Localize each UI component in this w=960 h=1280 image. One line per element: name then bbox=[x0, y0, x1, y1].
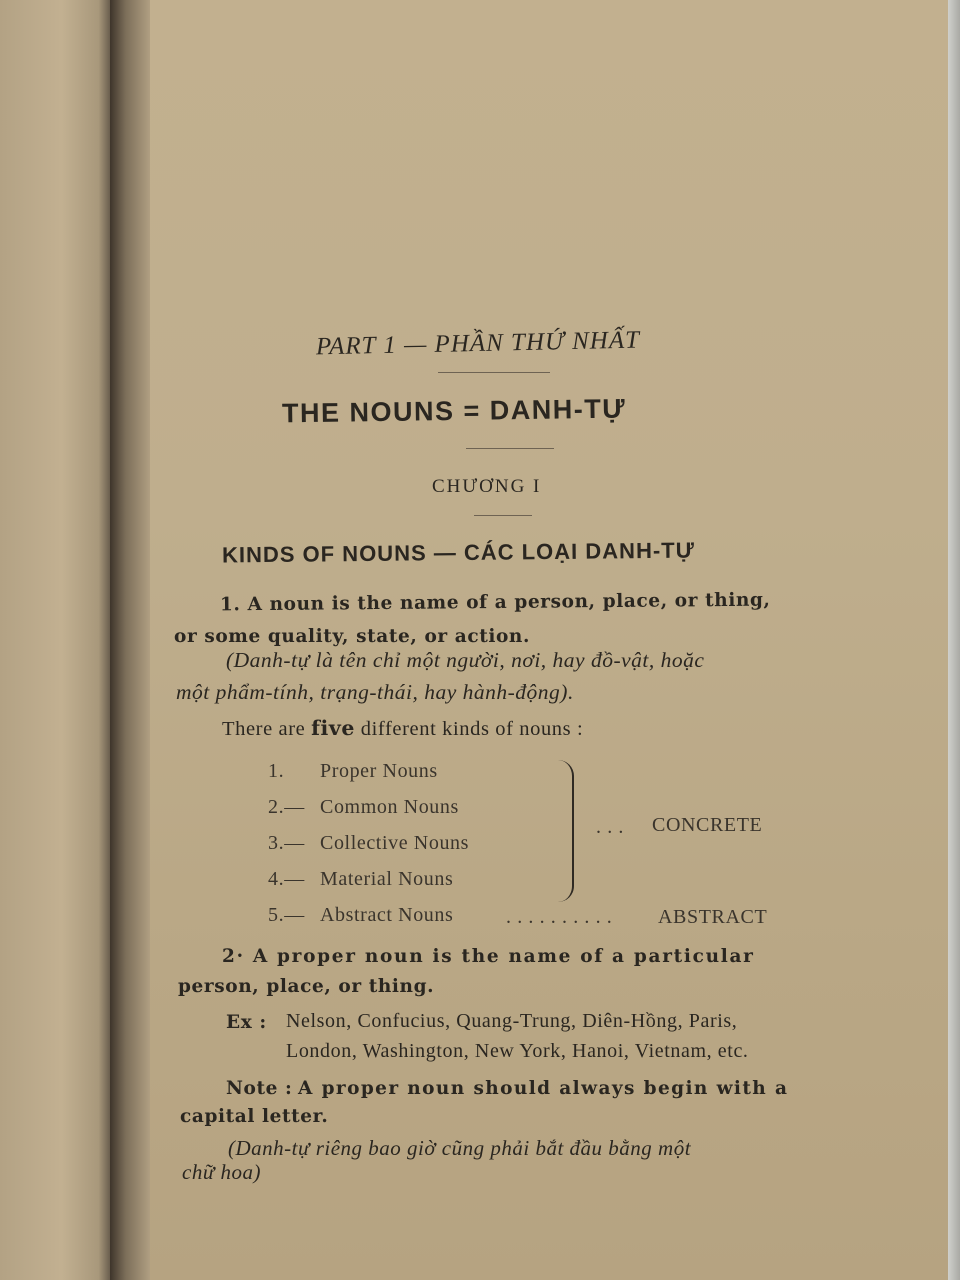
note-vietnamese-line-2: chữ hoa) bbox=[182, 1160, 262, 1184]
abstract-label: ABSTRACT bbox=[658, 906, 768, 928]
paragraph-1-vietnamese-line-2: một phẩm-tính, trạng-thái, hay hành-động). bbox=[176, 680, 574, 704]
part-title: PART 1 — PHẦN THỨ NHẤT bbox=[315, 326, 641, 361]
previous-page-edge bbox=[0, 0, 112, 1280]
list-item-number: 5.— bbox=[268, 904, 305, 926]
section-title: KINDS OF NOUNS — CÁC LOẠI DANH-TỰ bbox=[221, 537, 696, 568]
kinds-intro-text: different kinds of nouns : bbox=[355, 718, 584, 740]
list-item-number: 1. bbox=[268, 760, 285, 782]
list-item bbox=[268, 760, 438, 783]
kinds-intro bbox=[222, 716, 583, 741]
paragraph-1-line-2: or some quality, state, or action. bbox=[174, 626, 531, 647]
divider-rule bbox=[474, 515, 532, 516]
note-line-2: capital letter. bbox=[180, 1106, 329, 1127]
kinds-intro-text: There are bbox=[222, 718, 312, 740]
paragraph-2-line-1: 2· A proper noun is the name of a particular bbox=[222, 946, 755, 967]
grouping-brace bbox=[558, 760, 574, 902]
note-line-1: A proper noun should always begin with a bbox=[298, 1078, 789, 1099]
list-item-label: Common Nouns bbox=[320, 796, 459, 818]
example-label: Ex : bbox=[226, 1012, 267, 1033]
list-item-number: 3.— bbox=[268, 832, 305, 854]
list-item-label: Collective Nouns bbox=[320, 832, 470, 854]
list-item-number: 2.— bbox=[268, 796, 305, 818]
page-title: THE NOUNS = DANH-TỰ bbox=[281, 393, 627, 429]
chapter-heading: CHƯƠNG I bbox=[432, 476, 542, 497]
note-label: Note : bbox=[226, 1078, 293, 1099]
list-item-number: 4.— bbox=[268, 868, 305, 890]
list-item bbox=[268, 904, 453, 927]
concrete-label: CONCRETE bbox=[652, 814, 763, 836]
list-item bbox=[268, 832, 469, 855]
note-vietnamese-line-1: (Danh-tự riêng bao giờ cũng phải bắt đầu bằng một bbox=[228, 1136, 692, 1160]
abstract-leader-dots: . . . . . . . . . . bbox=[506, 906, 613, 928]
book-gutter bbox=[110, 0, 150, 1280]
list-item bbox=[268, 868, 453, 891]
divider-rule bbox=[466, 448, 554, 449]
divider-rule bbox=[438, 372, 550, 373]
paragraph-1-line-1: 1. A noun is the name of a person, place, or thing, bbox=[219, 589, 771, 616]
list-item-label: Proper Nouns bbox=[320, 760, 438, 782]
list-item bbox=[268, 796, 459, 819]
kinds-intro-count: five bbox=[311, 716, 356, 740]
list-item-label: Material Nouns bbox=[320, 868, 454, 890]
concrete-leader-dots: . . . bbox=[596, 816, 624, 838]
paragraph-1-vietnamese-line-1: (Danh-tự là tên chỉ một người, nơi, hay đồ-vật, hoặc bbox=[226, 648, 705, 672]
paragraph-2-line-2: person, place, or thing. bbox=[178, 976, 435, 997]
example-line-1: Nelson, Confucius, Quang-Trung, Diên-Hồng, Paris, bbox=[286, 1010, 738, 1032]
list-item-label: Abstract Nouns bbox=[320, 904, 454, 926]
example-line-2: London, Washington, New York, Hanoi, Vietnam, etc. bbox=[286, 1040, 749, 1062]
